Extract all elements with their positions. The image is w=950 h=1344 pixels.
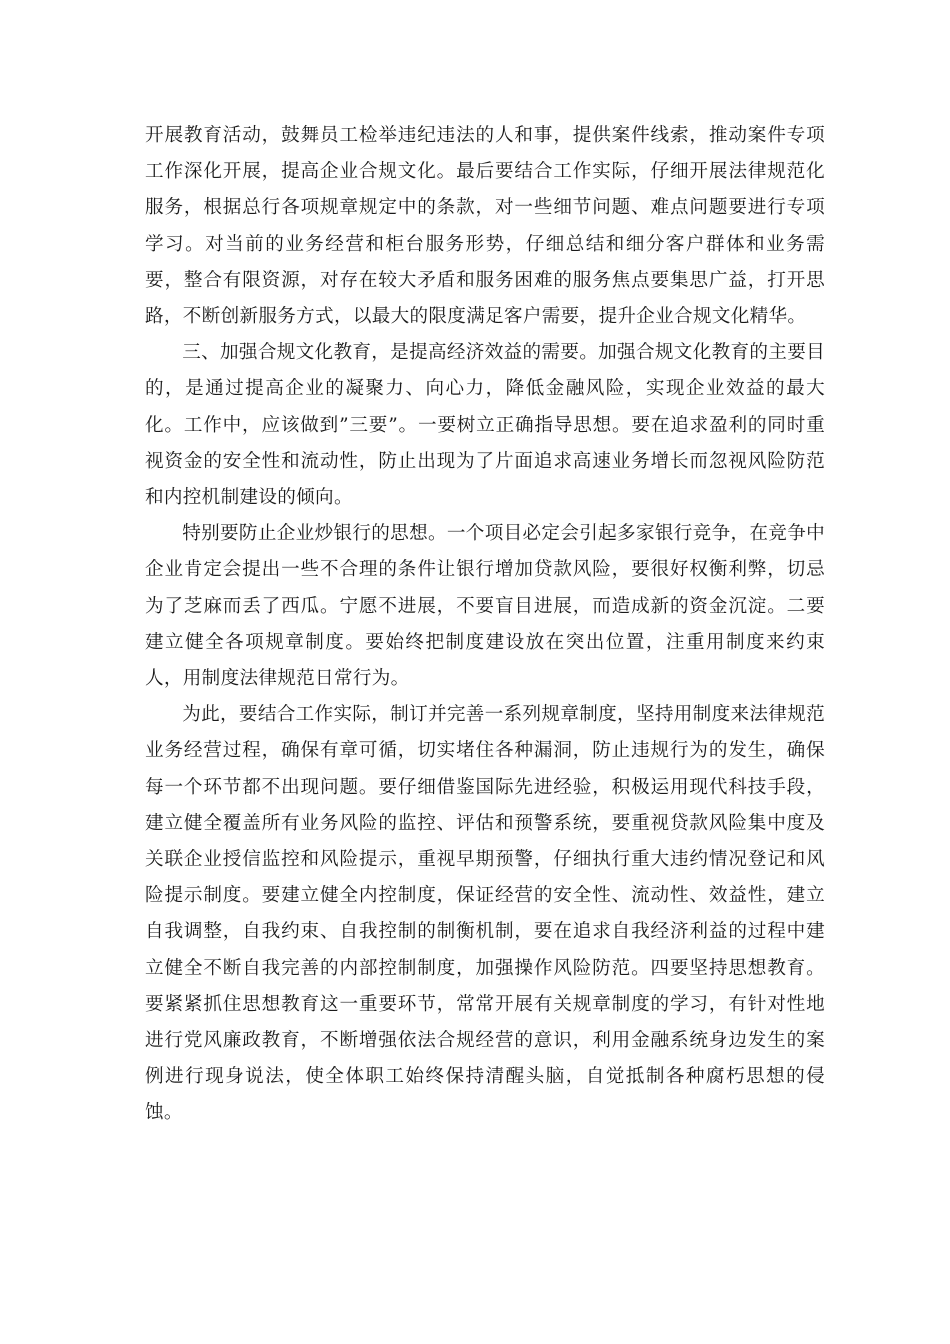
paragraph-3: 特别要防止企业炒银行的思想。一个项目必定会引起多家银行竞争，在竞争中企业肯定会提出一些不合理的条件让银行增加贷款风险，要很好权衡利弊，切忌为了芝麻而丢了西瓜。宁愿不进展，不要盲目进展，而造成新的资金沉淀。二要建立健全各项规章制度。要始终把制度建设放在突出位置，注重用制度来约束人，用制度法律规范日常行为。 (145, 523, 825, 690)
paragraph-2: 三、加强合规文化教育，是提高经济效益的需要。加强合规文化教育的主要目的，是通过提高企业的凝聚力、向心力，降低金融风险，实现企业效益的最大化。工作中，应该做到”三要”。一要树立正确指导思想。要在追求盈利的同时重视资金的安全性和流动性，防止出现为了片面追求高速业务增长而忽视风险防范和内控机制建设的倾向。 (145, 342, 825, 509)
paragraph-1: 开展教育活动，鼓舞员工检举违纪违法的人和事，提供案件线索，推动案件专项工作深化开展，提高企业合规文化。最后要结合工作实际，仔细开展法律规范化服务，根据总行各项规章规定中的条款，对一些细节问题、难点问题要进行专项学习。对当前的业务经营和柜台服务形势，仔细总结和细分客户群体和业务需要，整合有限资源，对存在较大矛盾和服务困难的服务焦点要集思广益，打开思路，不断创新服务方式，以最大的限度满足客户需要，提升企业合规文化精华。 (145, 125, 825, 328)
paragraph-4: 为此，要结合工作实际，制订并完善一系列规章制度，坚持用制度来法律规范业务经营过程，确保有章可循，切实堵住各种漏洞，防止违规行为的发生，确保每一个环节都不出现问题。要仔细借鉴国际先进经验，积极运用现代科技手段，建立健全覆盖所有业务风险的监控、评估和预警系统，要重视贷款风险集中度及关联企业授信监控和风险提示，重视早期预警，仔细执行重大违约情况登记和风险提示制度。要建立健全内控制度，保证经营的安全性、流动性、效益性，建立自我调整，自我约束、自我控制的制衡机制，要在追求自我经济利益的过程中建立健全不断自我完善的内部控制制度，加强操作风险防范。四要坚持思想教育。要紧紧抓住思想教育这一重要环节，常常开展有关规章制度的学习，有针对性地进行党风廉政教育，不断增强依法合规经营的意识，利用金融系统身边发生的案例进行现身说法，使全体职工始终保持清醒头脑，自觉抵制各种腐朽思想的侵蚀。 (145, 704, 825, 1124)
document-body (145, 118, 825, 1132)
